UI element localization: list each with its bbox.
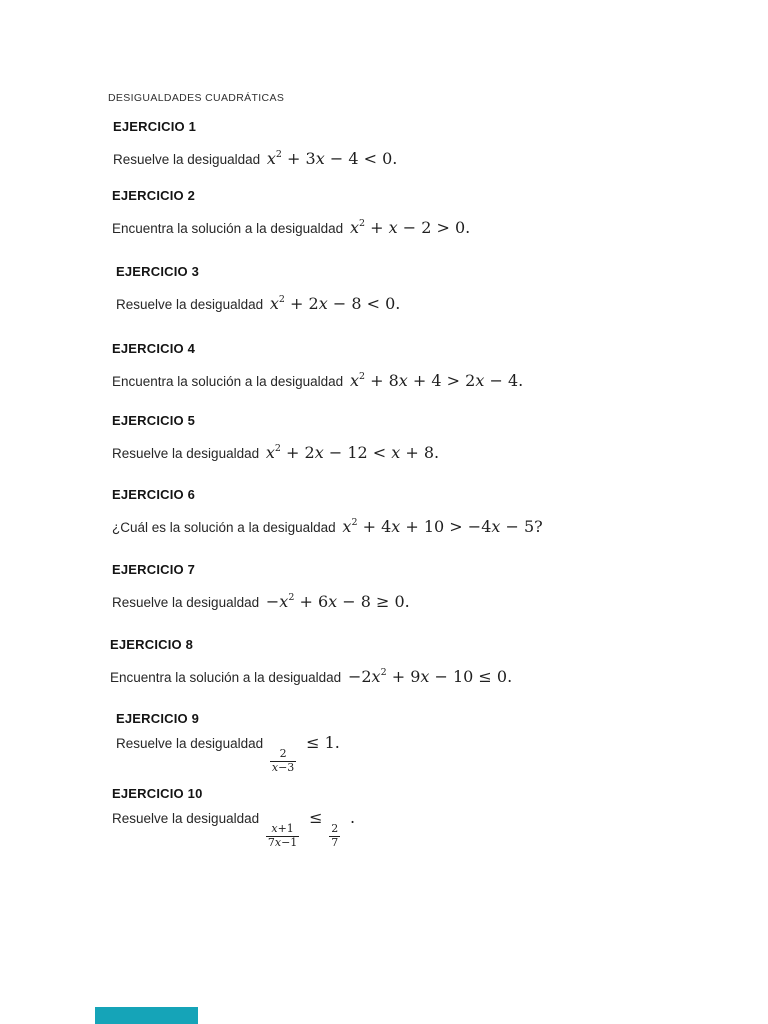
exercise-5 [112, 413, 439, 464]
exercise-6-math: $x^2 + 4x + 10 > -4x - 5$? [342, 517, 543, 536]
exercise-3-body [116, 290, 400, 315]
exercise-9 [116, 711, 340, 774]
exercise-10-fraction-1 [266, 823, 299, 849]
exercise-10-fraction-2-numerator: 2 [331, 822, 339, 835]
exercise-7-heading: EJERCICIO 7 [112, 562, 196, 577]
exercise-8-math: $-2x^2 + 9x - 10 \le 0$. [347, 667, 513, 686]
exercise-10 [112, 786, 355, 849]
exercise-7 [112, 562, 410, 613]
exercise-10-period: . [350, 808, 356, 827]
exercise-1 [113, 119, 397, 170]
footer-accent-bar [95, 1007, 198, 1024]
exercise-10-fraction-2 [329, 823, 340, 849]
exercise-3-text: Resuelve la desigualdad [116, 297, 264, 312]
exercise-2 [112, 188, 470, 239]
exercise-6-heading: EJERCICIO 6 [112, 487, 196, 502]
exercise-3 [116, 264, 400, 315]
exercise-7-text: Resuelve la desigualdad [112, 595, 260, 610]
exercise-4-math: $x^2 + 8x + 4 > 2x - 4$. [349, 371, 524, 390]
exercise-10-text: Resuelve la desigualdad [112, 811, 260, 826]
exercise-8-body [110, 663, 512, 688]
exercise-6-text: ¿Cuál es la solución a la desigualdad [112, 520, 336, 535]
exercise-6 [112, 487, 543, 538]
exercise-7-math: $-x^2 + 6x - 8 \ge 0$. [265, 592, 410, 611]
exercise-9-math: ≤ 1. [306, 733, 340, 752]
exercise-5-heading: EJERCICIO 5 [112, 413, 196, 428]
exercise-9-body [116, 733, 340, 774]
exercise-1-math: $x^2 + 3x - 4 < 0$. [266, 149, 398, 168]
exercise-9-fraction-denominator: x−3 [271, 760, 295, 774]
exercise-10-heading: EJERCICIO 10 [112, 786, 203, 801]
exercise-4-body [112, 367, 523, 392]
exercise-5-text: Resuelve la desigualdad [112, 446, 260, 461]
exercise-2-text: Encuentra la solución a la desigualdad [112, 221, 344, 236]
exercise-9-text: Resuelve la desigualdad [116, 736, 264, 751]
exercise-2-math: $x^2 + x - 2 > 0$. [349, 218, 471, 237]
exercise-6-body [112, 513, 543, 538]
exercise-1-text: Resuelve la desigualdad [113, 152, 261, 167]
exercise-1-heading: EJERCICIO 1 [113, 119, 197, 134]
exercise-9-fraction-numerator: 2 [279, 747, 287, 760]
exercise-3-heading: EJERCICIO 3 [116, 264, 200, 279]
exercise-4-heading: EJERCICIO 4 [112, 341, 196, 356]
exercise-10-fraction-1-denominator: 7x−1 [267, 835, 298, 849]
exercise-1-body [113, 145, 397, 170]
exercise-5-math: $x^2 + 2x - 12 < x + 8$. [265, 443, 440, 462]
exercise-7-body [112, 588, 410, 613]
exercise-10-fraction-1-numerator: x+1 [271, 822, 294, 835]
exercise-10-fraction-2-denominator: 7 [331, 835, 339, 849]
exercise-5-body [112, 439, 439, 464]
exercise-4-text: Encuentra la solución a la desigualdad [112, 374, 344, 389]
exercise-3-math: $x^2 + 2x - 8 < 0$. [269, 294, 401, 313]
exercise-2-heading: EJERCICIO 2 [112, 188, 196, 203]
exercise-4 [112, 341, 523, 392]
exercise-8-heading: EJERCICIO 8 [110, 637, 194, 652]
exercise-9-heading: EJERCICIO 9 [116, 711, 200, 726]
exercise-8 [110, 637, 512, 688]
exercise-9-fraction [270, 748, 296, 774]
exercise-10-body [112, 808, 355, 849]
exercise-2-body [112, 214, 470, 239]
exercise-10-relation: ≤ [309, 808, 323, 827]
exercise-8-text: Encuentra la solución a la desigualdad [110, 670, 342, 685]
document-title: DESIGUALDADES CUADRÁTICAS [108, 92, 285, 104]
